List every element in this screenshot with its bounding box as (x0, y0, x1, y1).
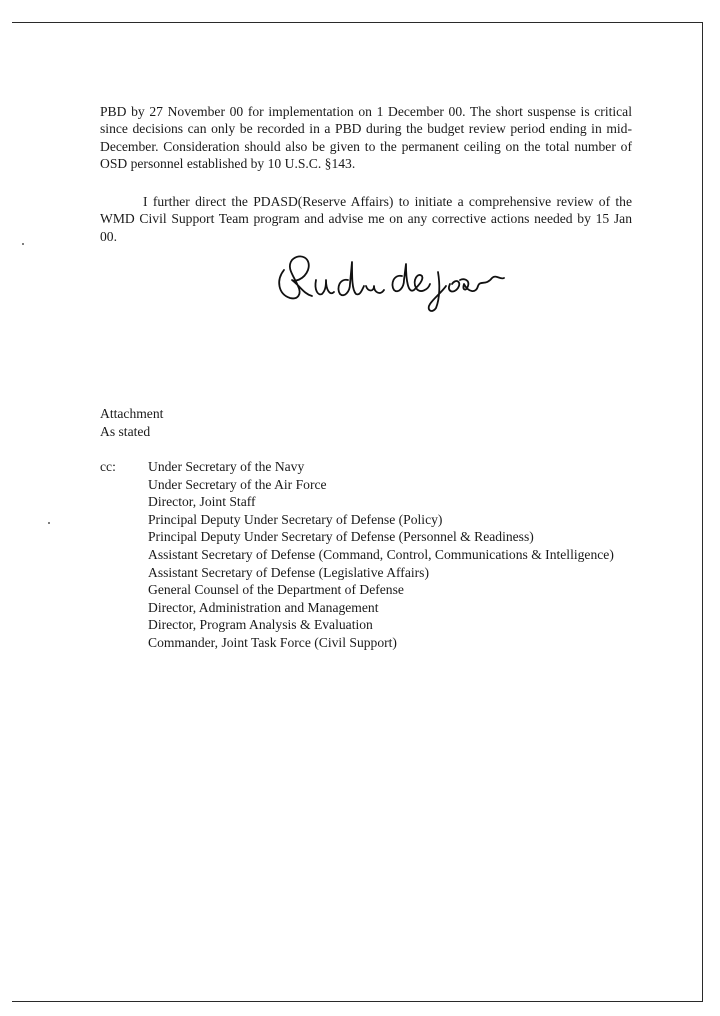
cc-recipient: Director, Program Analysis & Evaluation (148, 617, 373, 633)
scan-speck (48, 522, 50, 524)
cc-recipient-list (148, 458, 614, 652)
scan-speck (22, 243, 24, 245)
cc-recipient: Director, Administration and Management (148, 599, 379, 615)
attachment-label: Attachment (100, 406, 164, 421)
cc-recipient: Assistant Secretary of Defense (Legislative Affairs) (148, 564, 429, 580)
cc-recipient: Under Secretary of the Navy (148, 459, 305, 474)
cc-recipient: Commander, Joint Task Force (Civil Support) (148, 634, 397, 650)
paragraph-review-directive: I further direct the PDASD(Reserve Affairs) to initiate a comprehensive review of the WMD Civil Support Team program and advise me on any corrective actions needed by 15 Jan 00. (100, 194, 632, 244)
cc-recipient: Principal Deputy Under Secretary of Defense (Policy) (148, 511, 443, 527)
attachment-block (100, 405, 163, 440)
cc-label: cc: (100, 459, 116, 474)
cc-recipient: General Counsel of the Department of Defense (148, 582, 404, 598)
attachment-note: As stated (100, 423, 151, 439)
signature-image (270, 250, 520, 314)
cc-recipient: Director, Joint Staff (148, 494, 256, 510)
cc-recipient: Under Secretary of the Air Force (148, 476, 327, 492)
paragraph-implementation: PBD by 27 November 00 for implementation on 1 December 00. The short suspense is critical since decisions can only be recorded in a PBD during the budget review period ending in mid-December. Consideration should also be given to the permanent ceiling on the total number of OSD personnel established by 10 U.S.C. §143. (100, 104, 632, 172)
cc-recipient: Assistant Secretary of Defense (Command, Control, Communications & Intelligence) (148, 546, 614, 562)
cc-recipient: Principal Deputy Under Secretary of Defense (Personnel & Readiness) (148, 529, 534, 545)
